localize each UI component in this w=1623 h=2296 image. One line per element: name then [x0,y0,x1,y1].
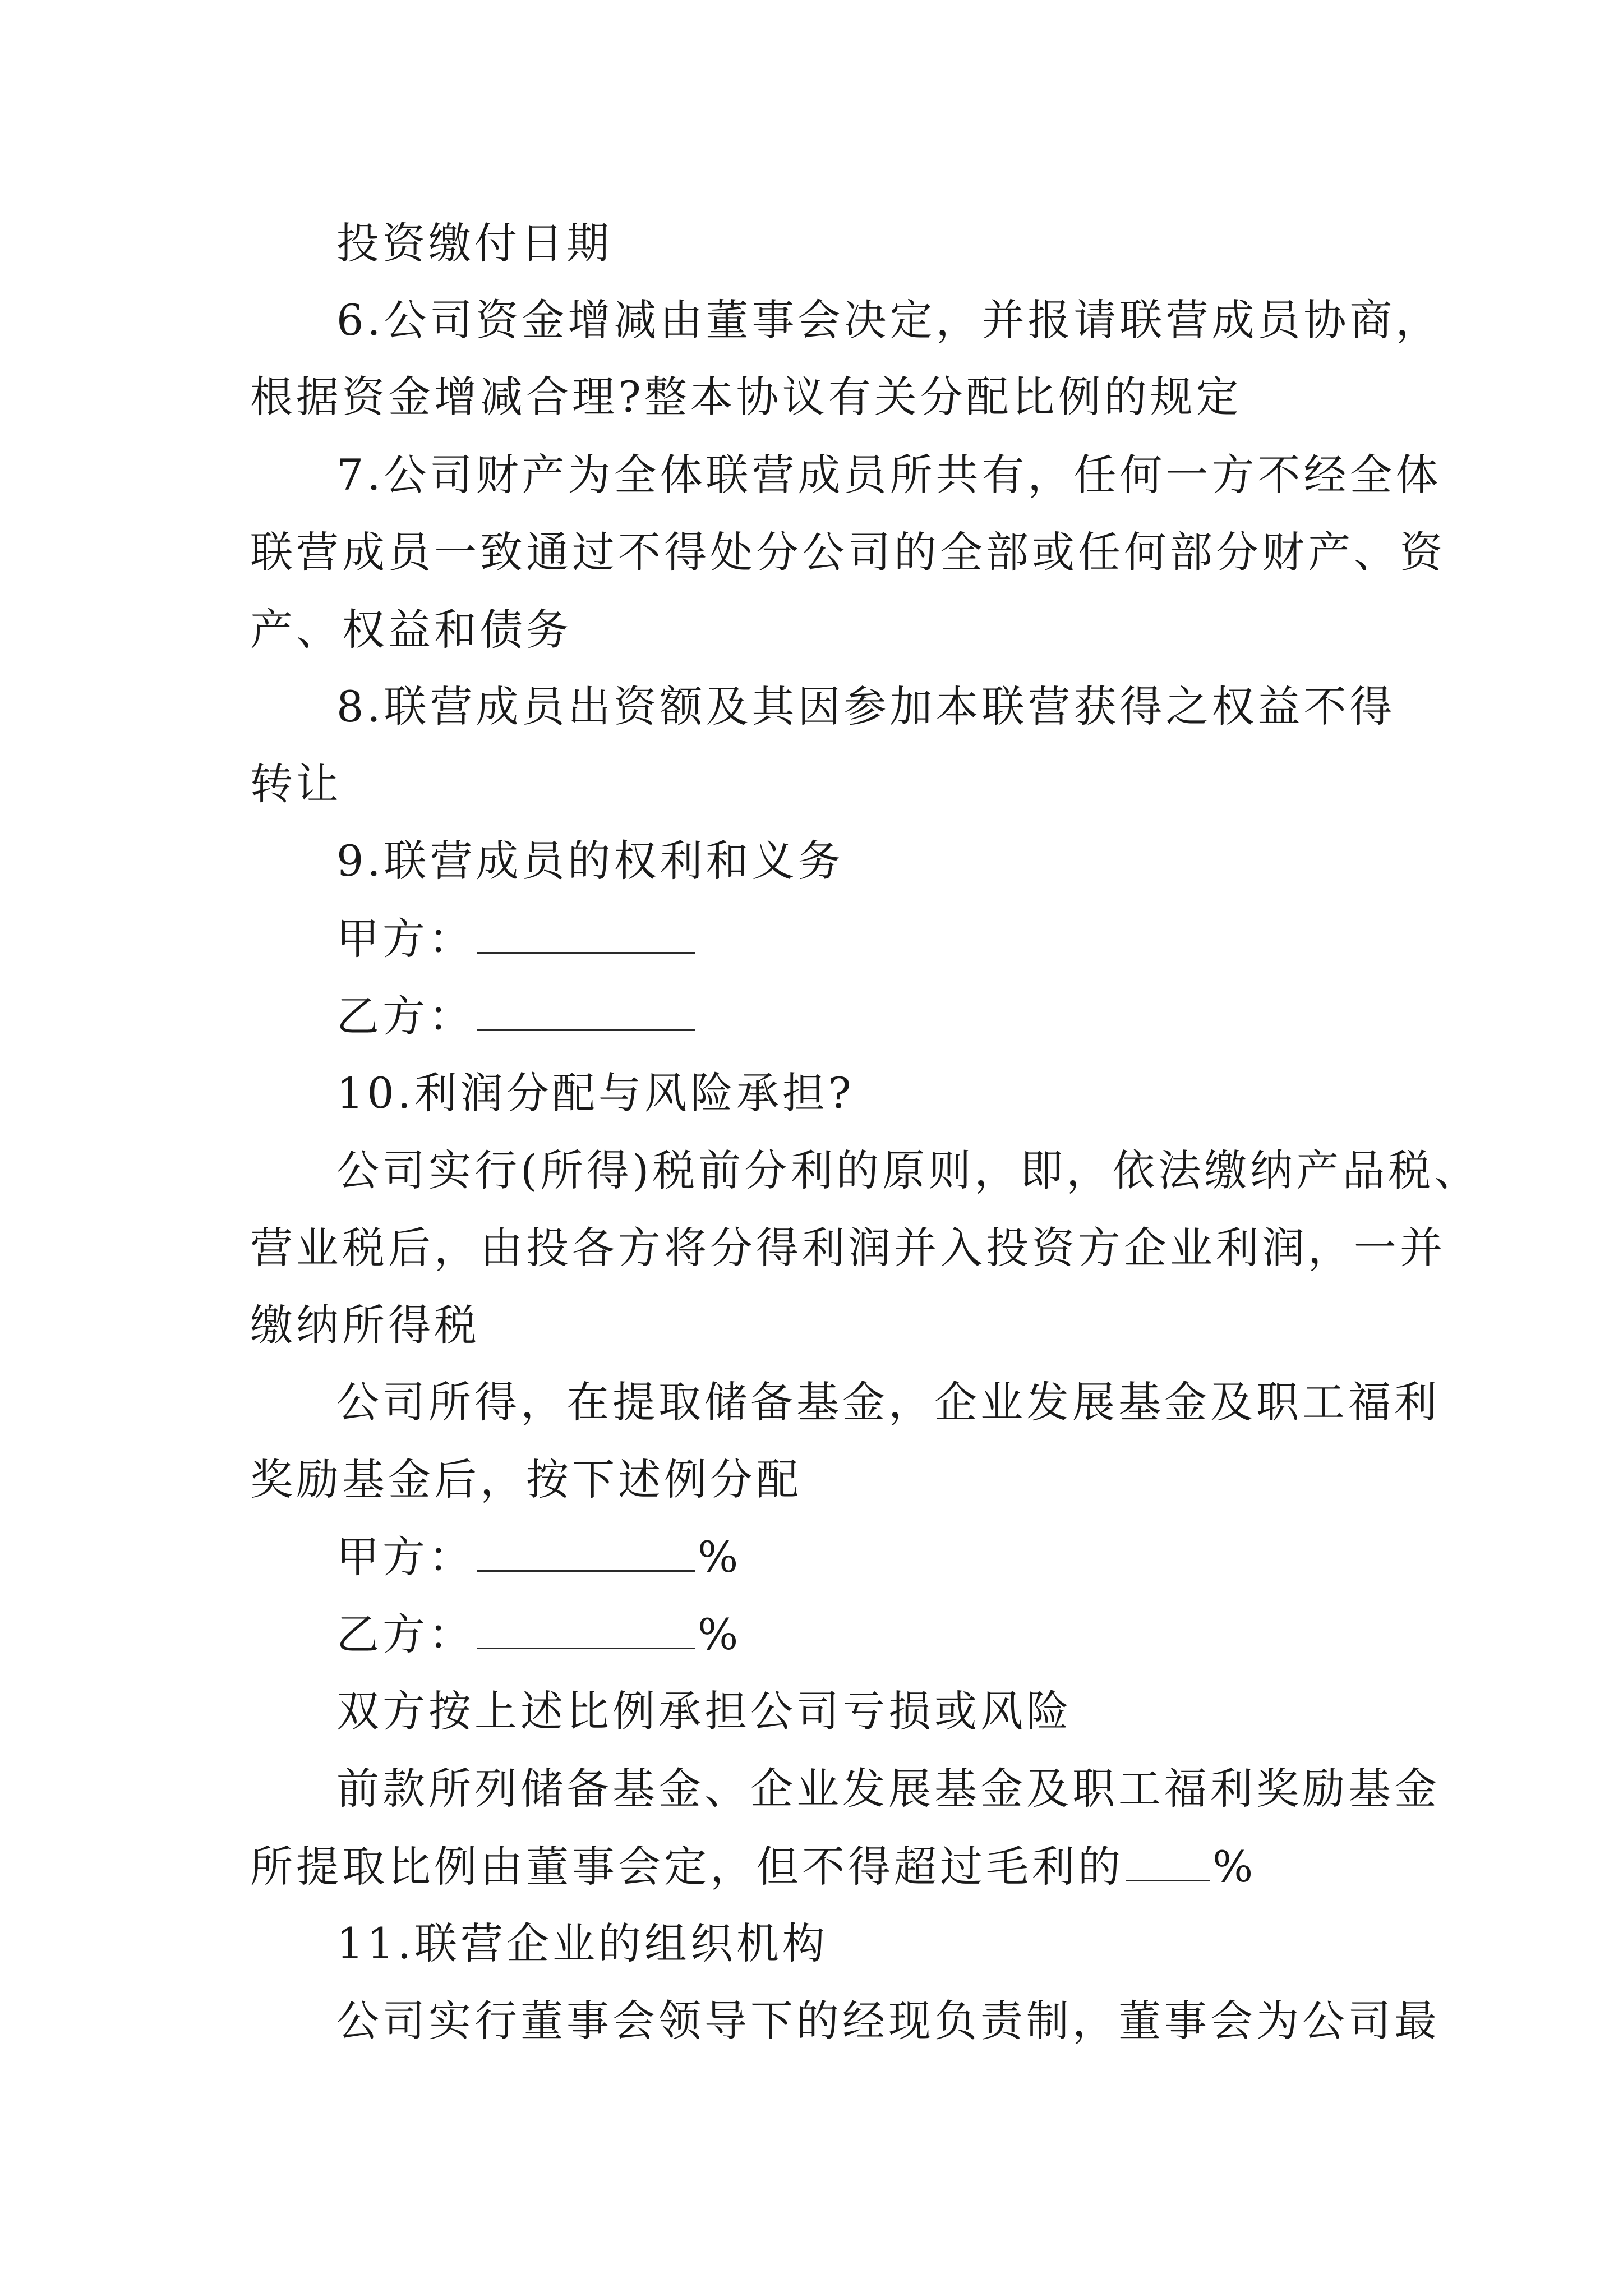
clause-7-line-3: 产、权益和债务 [250,605,572,655]
clause-10-p4-line-1: 前款所列储备基金、企业发展基金及职工福利奖励基金 [336,1764,1440,1814]
max-ratio-blank [1126,1847,1210,1881]
clause-10-p1-line-2: 营业税后，由投各方将分得利润并入投资方企业利润，一并 [250,1223,1446,1273]
clause-7-line-1: 7.公司财产为全体联营成员所共有，任何一方不经全体 [336,450,1442,500]
section-title: 投资缴付日期 [336,218,612,268]
party-a-blank-line [477,919,695,954]
max-ratio-text: 所提取比例由董事会定，但不得超过毛利的 [250,1842,1124,1892]
clause-10-p1-line-3: 缴纳所得税 [250,1300,480,1350]
party-b-label: 乙方： [336,1609,474,1659]
clause-10-heading: 10.利润分配与风险承担? [336,1068,855,1118]
party-b-blank-line [477,997,695,1031]
clause-6-line-1: 6.公司资金增减由董事会决定，并报请联营成员协商， [336,295,1442,345]
clause-8-line-2: 转让 [250,759,342,809]
clause-9-party-b [336,991,698,1041]
percent-sign: % [698,1532,742,1582]
percent-sign: % [698,1609,742,1659]
percent-sign: % [1212,1842,1257,1892]
clause-10-p4-line-2 [250,1842,1257,1892]
clause-7-line-2: 联营成员一致通过不得处分公司的全部或任何部分财产、资 [250,527,1446,577]
clause-9-heading: 9.联营成员的权利和义务 [336,836,844,886]
clause-10-p3: 双方按上述比例承担公司亏损或风险 [336,1686,1072,1736]
clause-10-party-a-share [336,1532,742,1582]
clause-9-party-a [336,914,698,964]
clause-10-p1-line-1: 公司实行(所得)税前分利的原则，即，依法缴纳产品税、 [336,1145,1481,1195]
party-a-label: 甲方： [336,914,474,964]
clause-8-line-1: 8.联营成员出资额及其因参加本联营获得之权益不得 [336,682,1396,731]
party-b-percent-blank [477,1615,695,1649]
clause-10-p2-line-2: 奖励基金后，按下述例分配 [250,1455,802,1504]
party-a-percent-blank [477,1538,695,1572]
party-a-label: 甲方： [336,1532,474,1582]
clause-10-p2-line-1: 公司所得，在提取储备基金，企业发展基金及职工福利 [336,1377,1440,1427]
clause-10-party-b-share [336,1609,742,1659]
clause-6-line-2: 根据资金增减合理?整本协议有关分配比例的规定 [250,372,1242,422]
party-b-label: 乙方： [336,991,474,1041]
clause-11-p1-line-1: 公司实行董事会领导下的经现负责制，董事会为公司最 [336,1996,1440,2046]
clause-11-heading: 11.联营企业的组织机构 [336,1918,828,1968]
